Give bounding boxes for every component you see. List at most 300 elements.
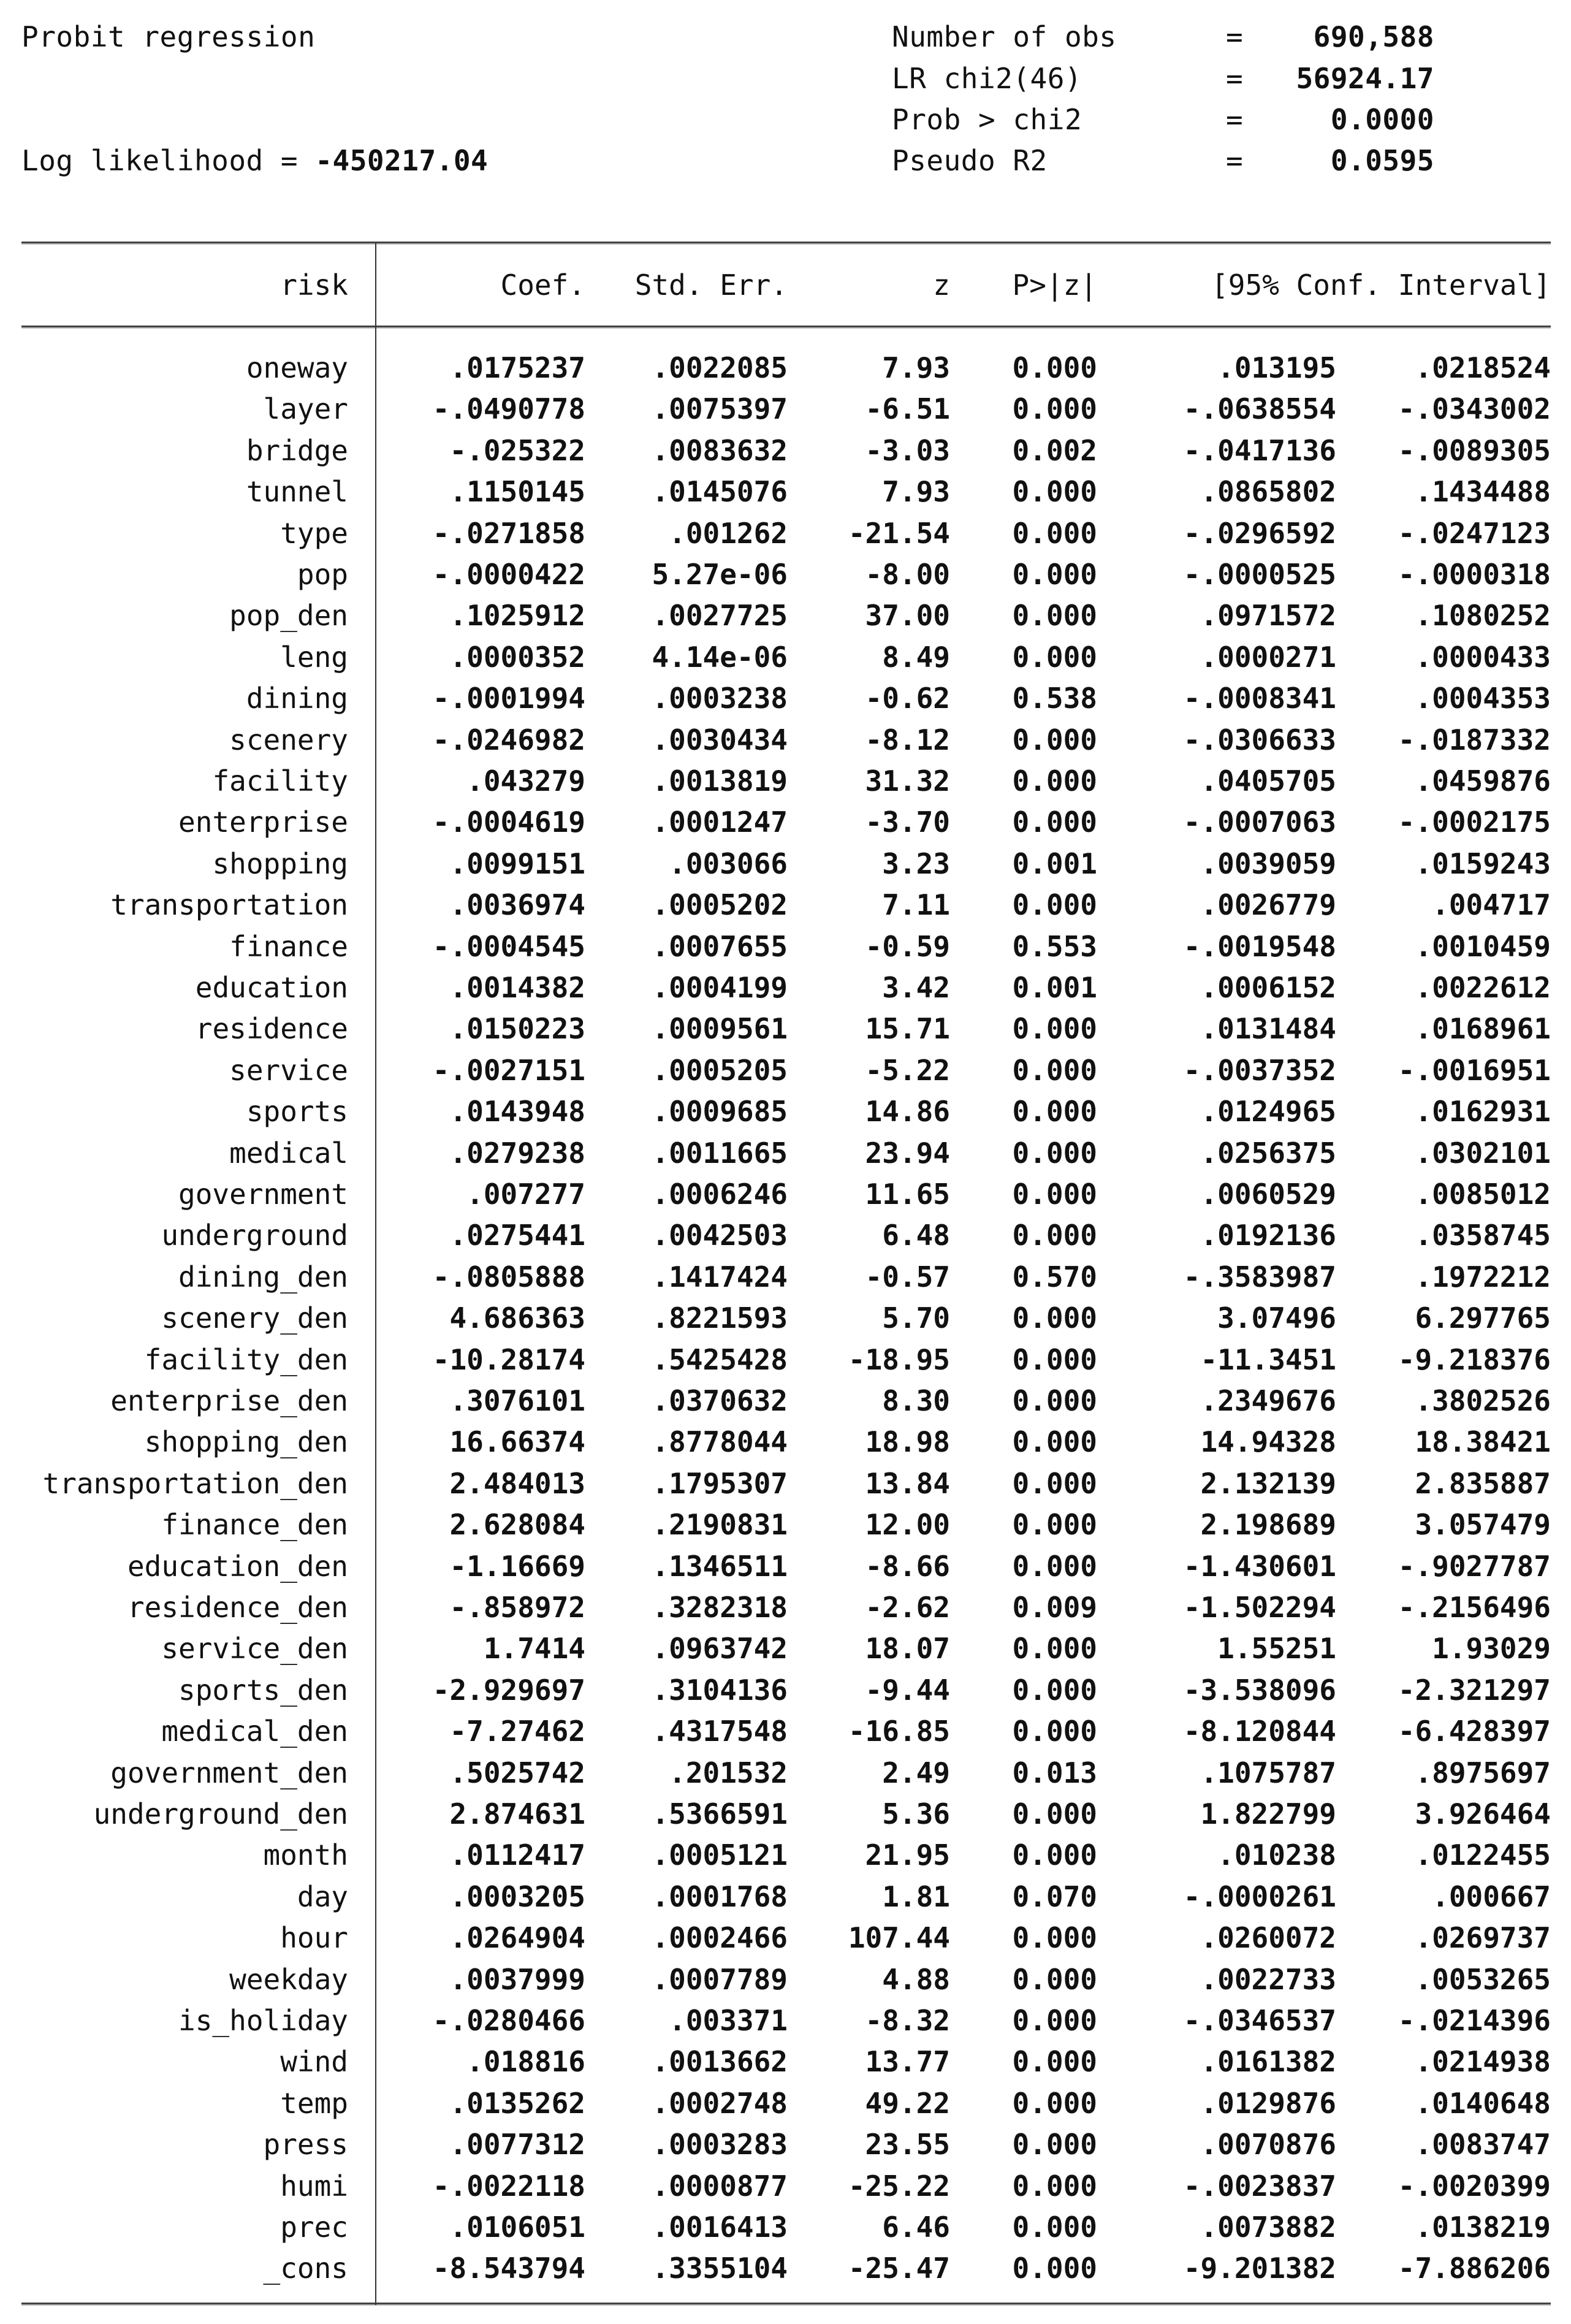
ci-lower-value: .2349676	[1200, 1384, 1336, 1417]
ci-upper-value: .0168961	[1415, 1012, 1551, 1046]
p-value: 0.000	[1012, 2169, 1097, 2203]
table-row	[0, 805, 1571, 839]
ci-lower-value: -.0296592	[1183, 516, 1336, 550]
table-row	[0, 351, 1571, 385]
variable-name: dining_den	[178, 1260, 348, 1293]
table-row	[0, 1507, 1571, 1542]
ci-upper-value: .8975697	[1415, 1756, 1551, 1789]
ci-lower-value: 2.198689	[1200, 1508, 1336, 1542]
ci-upper-value: 3.057479	[1415, 1508, 1551, 1542]
ci-upper-value: .000667	[1432, 1880, 1551, 1913]
stat-equals: =	[1226, 62, 1244, 95]
z-value: 6.48	[882, 1219, 950, 1252]
p-value: 0.000	[1012, 1632, 1097, 1666]
ci-lower-value: .0070876	[1200, 2128, 1336, 2162]
ci-upper-value: -.0000318	[1398, 558, 1551, 591]
std-err-value: .0027725	[652, 599, 788, 633]
coef-value: -8.543794	[432, 2252, 585, 2285]
z-value: -21.54	[848, 516, 950, 550]
z-value: 7.93	[882, 475, 950, 509]
std-err-value: 4.14e-06	[652, 640, 788, 674]
table-row	[0, 392, 1571, 426]
coef-value: .043279	[466, 764, 585, 798]
coef-value: -.0001994	[432, 682, 585, 715]
z-value: 49.22	[865, 2086, 950, 2120]
z-value: 37.00	[865, 599, 950, 633]
std-err-value: .0000877	[652, 2169, 788, 2203]
variable-name: pop_den	[229, 599, 348, 633]
coef-value: .0275441	[449, 1219, 585, 1252]
ci-lower-value: -3.538096	[1183, 1673, 1336, 1707]
ci-upper-value: .0358745	[1415, 1219, 1551, 1252]
ci-lower-value: .0124965	[1200, 1095, 1336, 1129]
table-row	[0, 1012, 1571, 1046]
p-value: 0.000	[1012, 2128, 1097, 2162]
ci-upper-value: -9.218376	[1398, 1343, 1551, 1376]
p-value: 0.000	[1012, 2211, 1097, 2244]
table-row	[0, 1343, 1571, 1377]
z-value: 3.42	[882, 971, 950, 1004]
p-value: 0.000	[1012, 1466, 1097, 1500]
p-value: 0.000	[1012, 1508, 1097, 1542]
p-value: 0.553	[1012, 929, 1097, 963]
ci-upper-value: .3802526	[1415, 1384, 1551, 1417]
table-row	[0, 598, 1571, 633]
table-row	[0, 1797, 1571, 1831]
table-row	[0, 557, 1571, 592]
ci-upper-value: .0000433	[1415, 640, 1551, 674]
coef-value: .0003205	[449, 1880, 585, 1913]
p-value: 0.001	[1012, 847, 1097, 880]
std-err-value: .0002748	[652, 2086, 788, 2120]
variable-name: transportation_den	[42, 1466, 348, 1500]
p-value: 0.000	[1012, 1673, 1097, 1707]
variable-name: is_holiday	[178, 2004, 348, 2037]
ci-upper-value: .0269737	[1415, 1921, 1551, 1955]
ci-lower-value: .0073882	[1200, 2211, 1336, 2244]
ci-lower-value: .0256375	[1200, 1136, 1336, 1170]
stat-value: 690,588	[1313, 20, 1434, 53]
variable-name: layer	[263, 392, 348, 426]
table-row	[0, 2251, 1571, 2285]
coef-value: -7.27462	[449, 1715, 585, 1748]
coef-value: .3076101	[449, 1384, 585, 1417]
table-bottom-rule	[21, 2303, 1551, 2304]
std-err-value: .0003283	[652, 2128, 788, 2162]
p-value: 0.000	[1012, 2086, 1097, 2120]
variable-name: finance_den	[161, 1508, 348, 1542]
p-value: 0.000	[1012, 888, 1097, 922]
table-row	[0, 2086, 1571, 2120]
std-err-value: .0002466	[652, 1921, 788, 1955]
z-value: 13.77	[865, 2045, 950, 2079]
p-value: 0.000	[1012, 475, 1097, 509]
z-value: 107.44	[848, 1921, 950, 1955]
table-row	[0, 1590, 1571, 1625]
coef-value: .1025912	[449, 599, 585, 633]
std-err-value: .0005202	[652, 888, 788, 922]
ci-upper-value: .0122455	[1415, 1838, 1551, 1872]
ci-upper-value: -.0002175	[1398, 806, 1551, 839]
z-value: 5.70	[882, 1301, 950, 1335]
coef-value: -.0004545	[432, 929, 585, 963]
ci-upper-value: .0022612	[1415, 971, 1551, 1004]
variable-name: temp	[280, 2086, 348, 2120]
variable-name: tunnel	[246, 475, 348, 509]
stat-label: LR chi2(46)	[892, 62, 1082, 95]
z-value: 18.07	[865, 1632, 950, 1666]
variable-name: wind	[280, 2045, 348, 2079]
z-value: -0.59	[865, 929, 950, 963]
coef-value: -.0246982	[432, 723, 585, 756]
ci-upper-value: .0085012	[1415, 1178, 1551, 1211]
stat-lr-chi2	[892, 61, 1434, 96]
std-err-value: .5425428	[652, 1343, 788, 1376]
ci-lower-value: 1.55251	[1217, 1632, 1336, 1666]
ci-lower-value: .0129876	[1200, 2086, 1336, 2120]
p-value: 0.538	[1012, 682, 1097, 715]
table-row	[0, 1631, 1571, 1666]
ci-lower-value: -.3583987	[1183, 1260, 1336, 1293]
coef-value: -10.28174	[432, 1343, 585, 1376]
p-value: 0.000	[1012, 1178, 1097, 1211]
coef-value: 2.628084	[449, 1508, 585, 1542]
table-row	[0, 929, 1571, 964]
table-row	[0, 640, 1571, 674]
table-row	[0, 2127, 1571, 2162]
ci-upper-value: -.9027787	[1398, 1549, 1551, 1583]
ci-lower-value: .0026779	[1200, 888, 1336, 922]
coef-value: 2.484013	[449, 1466, 585, 1500]
z-value: 15.71	[865, 1012, 950, 1046]
coef-value: .0135262	[449, 2086, 585, 2120]
ci-lower-value: .0260072	[1200, 1921, 1336, 1955]
variable-name: press	[263, 2128, 348, 2162]
std-err-value: .3282318	[652, 1591, 788, 1624]
std-err-value: .0009685	[652, 1095, 788, 1129]
z-value: 12.00	[865, 1508, 950, 1542]
ci-lower-value: -.0417136	[1183, 433, 1336, 467]
variable-name: hour	[280, 1921, 348, 1955]
z-value: 11.65	[865, 1178, 950, 1211]
table-row	[0, 1218, 1571, 1252]
variable-name: facility_den	[144, 1343, 348, 1376]
table-row	[0, 1921, 1571, 1955]
coef-value: -1.16669	[449, 1549, 585, 1583]
coef-value: .0112417	[449, 1838, 585, 1872]
std-err-value: .1346511	[652, 1549, 788, 1583]
z-value: 21.95	[865, 1838, 950, 1872]
z-value: -16.85	[848, 1715, 950, 1748]
p-value: 0.000	[1012, 1549, 1097, 1583]
std-err-value: .3355104	[652, 2252, 788, 2285]
ci-lower-value: -1.430601	[1183, 1549, 1336, 1583]
ci-lower-value: .010238	[1217, 1838, 1336, 1872]
p-value: 0.570	[1012, 1260, 1097, 1293]
z-value: 4.88	[882, 1962, 950, 1996]
z-value: 6.46	[882, 2211, 950, 2244]
table-header	[0, 268, 1571, 302]
table-row	[0, 847, 1571, 881]
ci-lower-value: -1.502294	[1183, 1591, 1336, 1624]
ci-lower-value: -8.120844	[1183, 1715, 1336, 1748]
p-value: 0.000	[1012, 1012, 1097, 1046]
log-likelihood-value: -450217.04	[315, 144, 489, 177]
p-value: 0.000	[1012, 351, 1097, 384]
ci-upper-value: .0053265	[1415, 1962, 1551, 1996]
ci-lower-value: .0192136	[1200, 1219, 1336, 1252]
ci-lower-value: -.0023837	[1183, 2169, 1336, 2203]
ci-lower-value: .0971572	[1200, 599, 1336, 633]
p-value: 0.000	[1012, 1301, 1097, 1335]
z-value: -9.44	[865, 1673, 950, 1707]
coef-value: .0264904	[449, 1921, 585, 1955]
variable-name: scenery_den	[161, 1301, 348, 1335]
z-value: 8.49	[882, 640, 950, 674]
p-value: 0.000	[1012, 1219, 1097, 1252]
std-err-value: .0004199	[652, 971, 788, 1004]
ci-upper-value: .1972212	[1415, 1260, 1551, 1293]
table-row	[0, 1880, 1571, 1914]
z-value: 1.81	[882, 1880, 950, 1913]
ci-lower-value: .0865802	[1200, 475, 1336, 509]
table-row	[0, 1756, 1571, 1790]
z-value: -3.03	[865, 433, 950, 467]
z-value: 3.23	[882, 847, 950, 880]
coef-value: -.0805888	[432, 1260, 585, 1293]
coef-value: .1150145	[449, 475, 585, 509]
coef-value: -.0271858	[432, 516, 585, 550]
std-err-value: .0013662	[652, 2045, 788, 2079]
table-row	[0, 2003, 1571, 2038]
table-row	[0, 1425, 1571, 1459]
table-row	[0, 681, 1571, 715]
z-value: 31.32	[865, 764, 950, 798]
z-value: 7.11	[882, 888, 950, 922]
table-row	[0, 1053, 1571, 1088]
coef-value: .0143948	[449, 1095, 585, 1129]
variable-name: sports	[246, 1095, 348, 1129]
table-row	[0, 1714, 1571, 1748]
ci-upper-value: 2.835887	[1415, 1466, 1551, 1500]
table-row	[0, 1177, 1571, 1211]
coef-value: 16.66374	[449, 1425, 585, 1459]
std-err-value: .0370632	[652, 1384, 788, 1417]
variable-name: facility	[212, 764, 348, 798]
p-value: 0.070	[1012, 1880, 1097, 1913]
z-value: 13.84	[865, 1466, 950, 1500]
variable-name: service_den	[161, 1632, 348, 1666]
stat-value: 56924.17	[1296, 62, 1434, 95]
ci-lower-value: .0000271	[1200, 640, 1336, 674]
p-value: 0.000	[1012, 764, 1097, 798]
ci-upper-value: .0218524	[1415, 351, 1551, 384]
ci-lower-value: -.0007063	[1183, 806, 1336, 839]
variable-name: pop	[297, 558, 348, 591]
coef-value: .0279238	[449, 1136, 585, 1170]
std-err-value: .8778044	[652, 1425, 788, 1459]
coef-value: .0106051	[449, 2211, 585, 2244]
std-err-value: .0016413	[652, 2211, 788, 2244]
ci-lower-value: 3.07496	[1217, 1301, 1336, 1335]
ci-upper-value: .0162931	[1415, 1095, 1551, 1129]
ci-lower-value: -.0037352	[1183, 1053, 1336, 1087]
std-err-value: .003371	[669, 2004, 788, 2037]
coef-value: .0014382	[449, 971, 585, 1004]
z-value: 23.94	[865, 1136, 950, 1170]
std-err-value: .0042503	[652, 1219, 788, 1252]
ci-upper-value: 3.926464	[1415, 1797, 1551, 1831]
ci-upper-value: -.0089305	[1398, 433, 1551, 467]
ci-upper-value: -6.428397	[1398, 1715, 1551, 1748]
std-err-value: .0963742	[652, 1632, 788, 1666]
stat-label: Number of obs	[892, 20, 1117, 53]
coef-value: .018816	[466, 2045, 585, 2079]
std-err-value: .0145076	[652, 475, 788, 509]
variable-name: government	[178, 1178, 348, 1211]
table-row	[0, 516, 1571, 551]
p-value: 0.009	[1012, 1591, 1097, 1624]
variable-name: bridge	[246, 433, 348, 467]
variable-name: underground_den	[93, 1797, 348, 1831]
ci-upper-value: .0010459	[1415, 929, 1551, 963]
ci-upper-value: 1.93029	[1432, 1632, 1551, 1666]
ci-upper-value: .0459876	[1415, 764, 1551, 798]
ci-lower-value: -.0008341	[1183, 682, 1336, 715]
std-err-value: .0022085	[652, 351, 788, 384]
std-err-value: .1795307	[652, 1466, 788, 1500]
variable-name: education_den	[127, 1549, 348, 1583]
ci-lower-value: 1.822799	[1200, 1797, 1336, 1831]
table-row	[0, 1136, 1571, 1170]
z-value: 2.49	[882, 1756, 950, 1789]
variable-name: shopping_den	[144, 1425, 348, 1459]
table-row	[0, 1549, 1571, 1583]
variable-name: transportation	[110, 888, 348, 922]
column-coef: Coef.	[500, 269, 585, 302]
coef-value: 4.686363	[449, 1301, 585, 1335]
p-value: 0.000	[1012, 1095, 1097, 1129]
ci-upper-value: -.0187332	[1398, 723, 1551, 756]
log-likelihood-label: Log likelihood =	[21, 144, 316, 177]
coef-value: .5025742	[449, 1756, 585, 1789]
p-value: 0.000	[1012, 640, 1097, 674]
z-value: -18.95	[848, 1343, 950, 1376]
ci-lower-value: .0022733	[1200, 1962, 1336, 1996]
ci-lower-value: .013195	[1217, 351, 1336, 384]
variable-name: oneway	[246, 351, 348, 384]
ci-lower-value: -11.3451	[1200, 1343, 1336, 1376]
p-value: 0.000	[1012, 1715, 1097, 1748]
ci-upper-value: 6.297765	[1415, 1301, 1551, 1335]
std-err-value: .0013819	[652, 764, 788, 798]
z-value: 18.98	[865, 1425, 950, 1459]
z-value: -5.22	[865, 1053, 950, 1087]
p-value: 0.000	[1012, 1921, 1097, 1955]
variable-name: education	[195, 971, 348, 1004]
ci-lower-value: -.0000525	[1183, 558, 1336, 591]
coef-value: -.0000422	[432, 558, 585, 591]
z-value: 23.55	[865, 2128, 950, 2162]
log-likelihood	[21, 143, 488, 178]
coef-value: -.0027151	[432, 1053, 585, 1087]
p-value: 0.000	[1012, 723, 1097, 756]
p-value: 0.000	[1012, 1343, 1097, 1376]
ci-lower-value: .0060529	[1200, 1178, 1336, 1211]
coef-value: -.858972	[449, 1591, 585, 1624]
coef-value: .0000352	[449, 640, 585, 674]
ci-upper-value: .0214938	[1415, 2045, 1551, 2079]
coef-value: .0175237	[449, 351, 585, 384]
table-row	[0, 474, 1571, 509]
variable-name: enterprise	[178, 806, 348, 839]
std-err-value: .2190831	[652, 1508, 788, 1542]
ci-upper-value: -.0343002	[1398, 392, 1551, 426]
p-value: 0.000	[1012, 1838, 1097, 1872]
variable-name: scenery	[229, 723, 348, 756]
z-value: 14.86	[865, 1095, 950, 1129]
std-err-value: .001262	[669, 516, 788, 550]
p-value: 0.000	[1012, 1053, 1097, 1087]
table-row	[0, 723, 1571, 757]
ci-lower-value: 14.94328	[1200, 1425, 1336, 1459]
stat-equals: =	[1226, 20, 1244, 53]
column-depvar: risk	[280, 269, 348, 302]
z-value: 7.93	[882, 351, 950, 384]
coef-value: .0037999	[449, 1962, 585, 1996]
column-z: z	[933, 269, 950, 302]
variable-name: day	[297, 1880, 348, 1913]
column-std-err: Std. Err.	[634, 269, 788, 302]
coef-value: 2.874631	[449, 1797, 585, 1831]
table-row	[0, 2044, 1571, 2079]
p-value: 0.000	[1012, 2004, 1097, 2037]
ci-lower-value: .0405705	[1200, 764, 1336, 798]
std-err-value: .0030434	[652, 723, 788, 756]
coef-value: .007277	[466, 1178, 585, 1211]
ci-lower-value: -.0346537	[1183, 2004, 1336, 2037]
std-err-value: .0075397	[652, 392, 788, 426]
std-err-value: .0005121	[652, 1838, 788, 1872]
variable-name: residence_den	[127, 1591, 348, 1624]
p-value: 0.000	[1012, 1962, 1097, 1996]
p-value: 0.000	[1012, 1384, 1097, 1417]
std-err-value: .0083632	[652, 433, 788, 467]
column-conf-interval: [95% Conf. Interval]	[1211, 269, 1551, 302]
p-value: 0.013	[1012, 1756, 1097, 1789]
std-err-value: .5366591	[652, 1797, 788, 1831]
ci-lower-value: .0039059	[1200, 847, 1336, 880]
table-top-rule	[21, 242, 1551, 243]
ci-upper-value: .1434488	[1415, 475, 1551, 509]
std-err-value: .0001768	[652, 1880, 788, 1913]
variable-name: service	[229, 1053, 348, 1087]
table-row	[0, 433, 1571, 468]
std-err-value: .0001247	[652, 806, 788, 839]
stat-equals: =	[1226, 103, 1244, 136]
variable-name: month	[263, 1838, 348, 1872]
ci-lower-value: -.0019548	[1183, 929, 1336, 963]
coef-value: -.0022118	[432, 2169, 585, 2203]
p-value: 0.000	[1012, 1136, 1097, 1170]
table-row	[0, 970, 1571, 1005]
variable-name: prec	[280, 2211, 348, 2244]
variable-name: _cons	[263, 2252, 348, 2285]
ci-lower-value: -.0306633	[1183, 723, 1336, 756]
ci-upper-value: .0138219	[1415, 2211, 1551, 2244]
z-value: -0.62	[865, 682, 950, 715]
p-value: 0.000	[1012, 1425, 1097, 1459]
